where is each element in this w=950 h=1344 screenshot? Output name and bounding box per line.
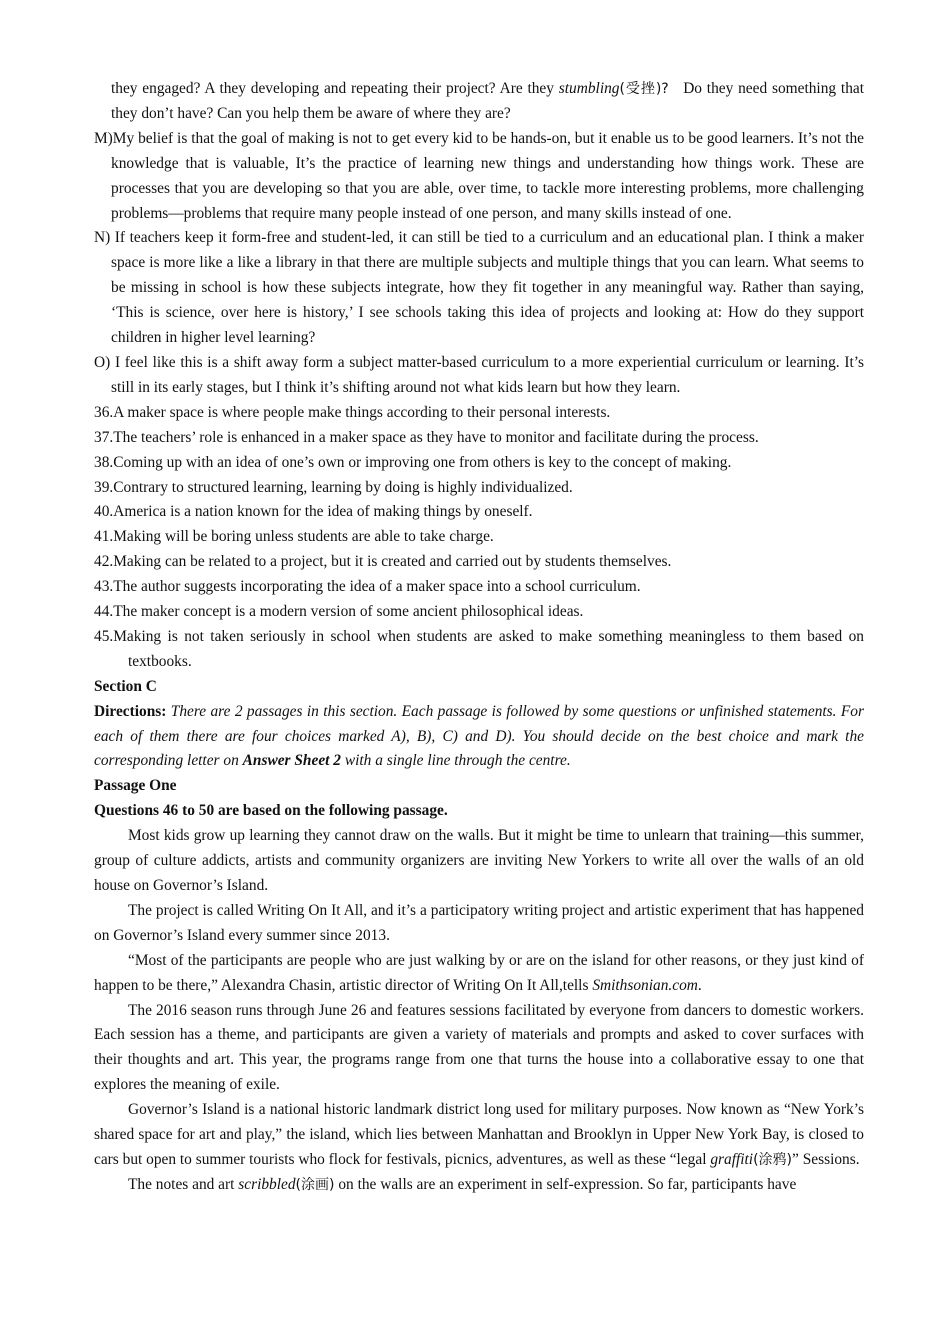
smithsonian-source: Smithsonian.com	[592, 976, 698, 994]
passage-paragraph-1: Most kids grow up learning they cannot draw on the walls. But it might be time to unlearn that training—this summer, group of culture addicts, artists and community organizers are inviting New Yorkers to write all over the walls of an old house on Governor’s Island.	[94, 827, 864, 894]
graffiti-gloss: (涂鸦)	[753, 1151, 793, 1168]
paragraph-6-text-a: The notes and art	[128, 1175, 239, 1193]
questions-range-line: Questions 46 to 50 are based on the following passage.	[94, 802, 448, 820]
stumbling-gloss: (受挫)?	[619, 81, 669, 97]
directions-text-1: There are 2 passages in this section. Each passage is followed by some questions or unfinished statements. For each of them there are four choices marked A), B), C) and D). You should decide on the best choice and mark the corresponding letter on	[94, 702, 864, 770]
statement-40: 40.America is a nation known for the idea of making things by oneself.	[94, 503, 533, 521]
statement-37: 37.The teachers’ role is enhanced in a maker space as they have to monitor and facilitate during the process.	[94, 428, 759, 446]
passage-paragraph-4: The 2016 season runs through June 26 and features sessions facilitated by everyone from dancers to domestic workers. Each session has a theme, and participants are given a variety of materials and prompts and asked to cover surfaces with their thoughts and art. This year, the programs range from one that turns the house into a collaborative essay to one that explores the meaning of exile.	[94, 1001, 864, 1094]
paragraph-l-continuation	[94, 77, 864, 127]
statement-39: 39.Contrary to structured learning, learning by doing is highly individualized.	[94, 478, 573, 496]
statement-45: 45.Making is not taken seriously in school when students are asked to make something meaningless to them based on textbooks.	[94, 627, 864, 670]
graffiti-term: graffiti	[710, 1150, 754, 1168]
statement-36: 36.A maker space is where people make things according to their personal interests.	[94, 403, 611, 421]
passage-paragraph-2: The project is called Writing On It All, and it’s a participatory writing project and artistic experiment that has happened on Governor’s Island every summer since 2013.	[94, 901, 864, 944]
passage-paragraph-6	[94, 1173, 864, 1198]
paragraph-l-text-2: Do they need something that they don’t have? Can you help them be aware of where they are?	[111, 80, 864, 122]
paragraph-6-text-b: on the walls are an experiment in self-expression. So far, participants have	[334, 1175, 797, 1193]
paragraph-o: O) I feel like this is a shift away form a subject matter-based curriculum to a more experiential curriculum or learning. It’s still in its early stages, but I think it’s shifting around not what kids learn but how they learn.	[94, 353, 864, 396]
paragraph-5-text-b: ” Sessions.	[792, 1150, 860, 1168]
paragraph-3-text-a: “Most of the participants are people who are just walking by or are on the island for other reasons, or they just kind of happen to be there,” Alexandra Chasin, artistic director of Writing On It All,tells	[94, 951, 864, 994]
statement-38: 38.Coming up with an idea of one’s own or improving one from others is key to the concept of making.	[94, 453, 732, 471]
directions-label: Directions:	[94, 702, 167, 720]
passage-paragraph-3	[94, 949, 864, 999]
passage-one-title: Passage One	[94, 777, 177, 795]
statement-41: 41.Making will be boring unless students are able to take charge.	[94, 528, 494, 546]
scribbled-gloss: (涂画)	[295, 1176, 335, 1193]
paragraph-n: N) If teachers keep it form-free and student-led, it can still be tied to a curriculum and an educational plan. I think a maker space is more like a like a library in that there are multiple subjects and multiple things that you can learn. What seems to be missing in school is how these subjects integrate, how they fit together in any meaningful way. Rather than saying, ‘This is science, over here is history,’ I see schools taking this idea of projects and looking at: How do they support children in higher level learning?	[94, 229, 864, 347]
passage-paragraph-5	[94, 1098, 864, 1173]
directions	[94, 700, 864, 775]
statement-43: 43.The author suggests incorporating the idea of a maker space into a school curriculum.	[94, 578, 641, 596]
directions-text-2: with a single line through the centre.	[340, 752, 571, 770]
paragraph-l-text-1: they engaged? A they developing and repeating their project? Are they	[111, 80, 559, 97]
statement-42: 42.Making can be related to a project, but it is created and carried out by students themselves.	[94, 553, 672, 571]
document-page	[94, 77, 864, 1198]
paragraph-3-text-b: .	[697, 976, 702, 994]
paragraph-5-text-a: Governor’s Island is a national historic landmark district long used for military purposes. Now known as “New York’s shared space for art and play,” the island, which lies between Manhattan and Brooklyn in Upper New York Bay, is closed to cars but open to summer tourists who flock for festivals, picnics, adventures, as well as these “legal	[94, 1101, 864, 1168]
statement-44: 44.The maker concept is a modern version of some ancient philosophical ideas.	[94, 603, 584, 621]
section-c-heading: Section C	[94, 677, 157, 695]
scribbled-term: scribbled	[238, 1175, 296, 1193]
paragraph-m: M)My belief is that the goal of making is not to get every kid to be hands-on, but it enable us to be good learners. It’s not the knowledge that is valuable, It’s the practice of learning new things and understanding how things work. These are processes that you are developing so that you are able, over time, to tackle more interesting problems, more challenging problems—problems that require many people instead of one person, and many skills instead of one.	[94, 129, 864, 222]
answer-sheet-label: Answer Sheet 2	[242, 752, 341, 770]
stumbling-term: stumbling	[558, 80, 620, 97]
